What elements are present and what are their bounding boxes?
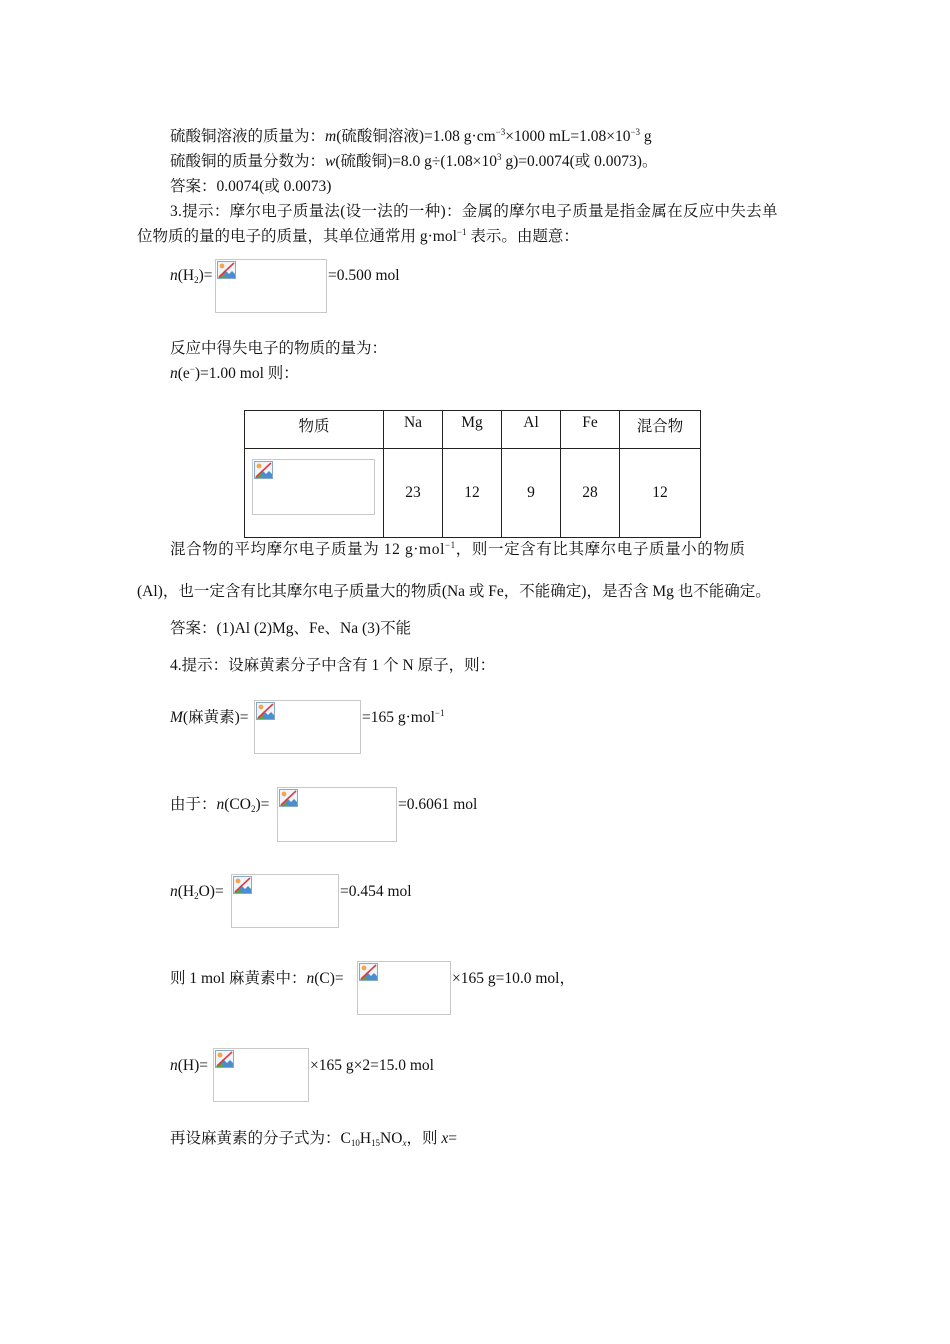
formula-n-h-left: n(H)= xyxy=(170,1057,209,1074)
answer-line-2: 答案：0.0074(或 0.0073) xyxy=(170,178,332,195)
formula-n-h-value: ×165 g×2=15.0 mol xyxy=(310,1057,434,1074)
line-cuso4-solution-mass: 硫酸铜溶液的质量为：m(硫酸铜溶液)=1.08 $g\cdot cm^{-3}\times 1000$ $mL=1.08\times 10^{-3}$ g xyxy=(170,127,652,145)
table-header-cell: Na xyxy=(384,411,443,449)
table-header-cell: 物质 xyxy=(245,411,384,449)
answer-line-3: 答案：(1)Al (2)Mg、Fe、Na (3)不能 xyxy=(170,620,412,637)
table-header-cell: Al xyxy=(502,411,561,449)
broken-image-icon xyxy=(279,789,298,807)
table-row xyxy=(245,449,701,538)
table-header-cell: 混合物 xyxy=(620,411,701,449)
formula-image-m-ephedrine xyxy=(254,700,361,754)
electron-amount-line: n(e−)=1.00 mol 则： xyxy=(170,364,299,382)
broken-image-icon xyxy=(217,261,236,279)
formula-n-c-value: ×165 g=10.0 mol， xyxy=(452,970,575,987)
formula-m-ephedrine-value: =165 g·mol$^{-1}$ xyxy=(362,708,445,726)
table-cell: 12 xyxy=(620,449,701,538)
broken-image-icon xyxy=(359,963,378,981)
hint-3-line-1: 3.提示：摩尔电子质量法(设一法的一种)：金属的摩尔电子质量是指金属在反应中失去单 xyxy=(170,203,778,220)
formula-image-table xyxy=(252,459,375,515)
broken-image-icon xyxy=(233,876,252,894)
hint-4-line: 4.提示：设麻黄素分子中含有 1 个 N 原子，则： xyxy=(170,657,496,674)
mixture-avg-line-1: 混合物的平均摩尔电子质量为 12 g·mol$^{-1}$，则一定含有比其摩尔电子质量小的物质 xyxy=(170,540,746,558)
broken-image-icon xyxy=(215,1050,234,1068)
table-cell: 23 xyxy=(384,449,443,538)
formula-n-c-left: 则 1 mol 麻黄素中：n(C)= xyxy=(170,970,344,987)
formula-image-n-h2o xyxy=(231,874,339,928)
broken-image-icon xyxy=(256,702,275,720)
molar-electron-mass-table xyxy=(244,410,701,538)
formula-n-h2-left: $n(H_2)=$ xyxy=(170,267,213,285)
formula-m-ephedrine-left: M(麻黄素)= xyxy=(170,709,249,726)
formula-image-n-co2 xyxy=(277,787,397,842)
formula-image-n-h2 xyxy=(215,259,327,313)
formula-n-h2o-value: =0.454 mol xyxy=(340,883,412,900)
formula-n-co2-value: =0.6061 mol xyxy=(398,796,478,813)
formula-image-n-c xyxy=(357,961,451,1015)
formula-n-h2-value: =0.500 mol xyxy=(328,267,400,284)
mixture-avg-line-2: (Al)，也一定含有比其摩尔电子质量大的物质(Na 或 Fe，不能确定)，是否含 Mg 也不能确定。 xyxy=(137,583,771,600)
table-header-cell: Mg xyxy=(443,411,502,449)
broken-image-icon xyxy=(254,461,273,479)
table-cell: 12 xyxy=(443,449,502,538)
electron-transfer-text: 反应中得失电子的物质的量为： xyxy=(170,340,388,357)
table-image-cell xyxy=(245,449,384,538)
line-cuso4-mass-fraction: 硫酸铜的质量分数为：w(硫酸铜)=8.0 $g\div(1.08\times 10^3$ g)=0.0074(或 0.0073)。 xyxy=(170,152,658,170)
table-cell: 9 xyxy=(502,449,561,538)
molecular-formula-line: 再设麻黄素的分子式为：$C_{10}H_{15}NO_x$，则 x= xyxy=(170,1130,457,1148)
formula-n-co2-left: 由于：$n(CO_2)=$ xyxy=(170,796,270,814)
formula-n-h2o-left: $n(H_2O)=$ xyxy=(170,883,224,901)
table-header-cell: Fe xyxy=(561,411,620,449)
formula-image-n-h xyxy=(213,1048,309,1102)
table-header-row xyxy=(245,411,701,449)
hint-3-line-2: 位物质的量的电子的质量，其单位通常用 g·mol$^{-1}$ 表示。由题意： xyxy=(137,227,579,245)
table-cell: 28 xyxy=(561,449,620,538)
